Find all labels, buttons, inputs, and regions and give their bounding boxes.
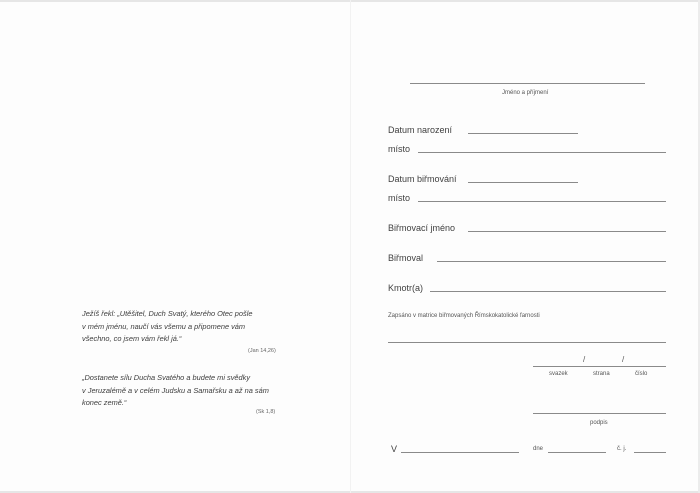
sponsor-label: Kmotr(a) <box>388 283 424 293</box>
quote-john-line: Ježíš řekl: „Utěšitel, Duch Svatý, kterého Otec pošle <box>82 309 253 318</box>
signature-line[interactable] <box>533 413 666 414</box>
name-line[interactable] <box>410 83 645 84</box>
number-caption: číslo <box>635 371 648 377</box>
quote-acts-line: v Jeruzalémě a v celém Judsku a Samařsku a až na sám <box>82 385 269 395</box>
register-separator: / <box>622 355 625 364</box>
quote-acts-reference: (Sk 1,8) <box>256 409 276 415</box>
quote-acts-line: „Dostanete sílu Ducha Svatého a budete mi svědky <box>82 373 251 382</box>
reference-no-label: č. j. <box>617 446 627 452</box>
date-line[interactable] <box>548 452 606 453</box>
quote-john <box>82 308 252 346</box>
register-note: Zapsáno v matrice biřmovaných Římskokatolické farnosti <box>388 313 540 319</box>
quote-acts <box>82 372 269 410</box>
place-line[interactable] <box>401 452 519 453</box>
confirmation-place-label: místo <box>388 193 411 203</box>
date-label: dne <box>533 446 544 452</box>
place-prefix: V <box>391 444 398 454</box>
confirmed-by-line[interactable] <box>437 261 666 262</box>
birth-date-label: Datum narození <box>388 125 453 135</box>
signature-caption: podpis <box>590 420 608 426</box>
name-caption: Jméno a příjmení <box>502 90 549 96</box>
confirmation-name-line[interactable] <box>468 231 666 232</box>
confirmation-date-label: Datum biřmování <box>388 174 457 184</box>
birth-date-line[interactable] <box>468 133 578 134</box>
confirmation-date-line[interactable] <box>468 182 578 183</box>
page-caption: strana <box>593 371 610 377</box>
birth-place-label: místo <box>388 144 411 154</box>
register-separator: / <box>583 355 586 364</box>
confirmation-place-line[interactable] <box>418 201 666 202</box>
confirmation-name-label: Biřmovací jméno <box>388 223 456 233</box>
parish-line[interactable] <box>388 342 666 343</box>
quote-john-reference: (Jan 14,26) <box>248 348 276 354</box>
reference-no-line[interactable] <box>634 452 666 453</box>
sponsor-line[interactable] <box>430 291 666 292</box>
page-fold <box>350 0 351 493</box>
quote-john-line: všechno, co jsem vám řekl já.“ <box>82 334 182 343</box>
register-line[interactable] <box>533 366 666 367</box>
volume-caption: svazek <box>549 371 568 377</box>
quote-acts-line: konec země.“ <box>82 398 127 407</box>
birth-place-line[interactable] <box>418 152 666 153</box>
confirmed-by-label: Biřmoval <box>388 253 424 263</box>
quote-john-line: v mém jménu, naučí vás všemu a připomene vám <box>82 321 246 331</box>
